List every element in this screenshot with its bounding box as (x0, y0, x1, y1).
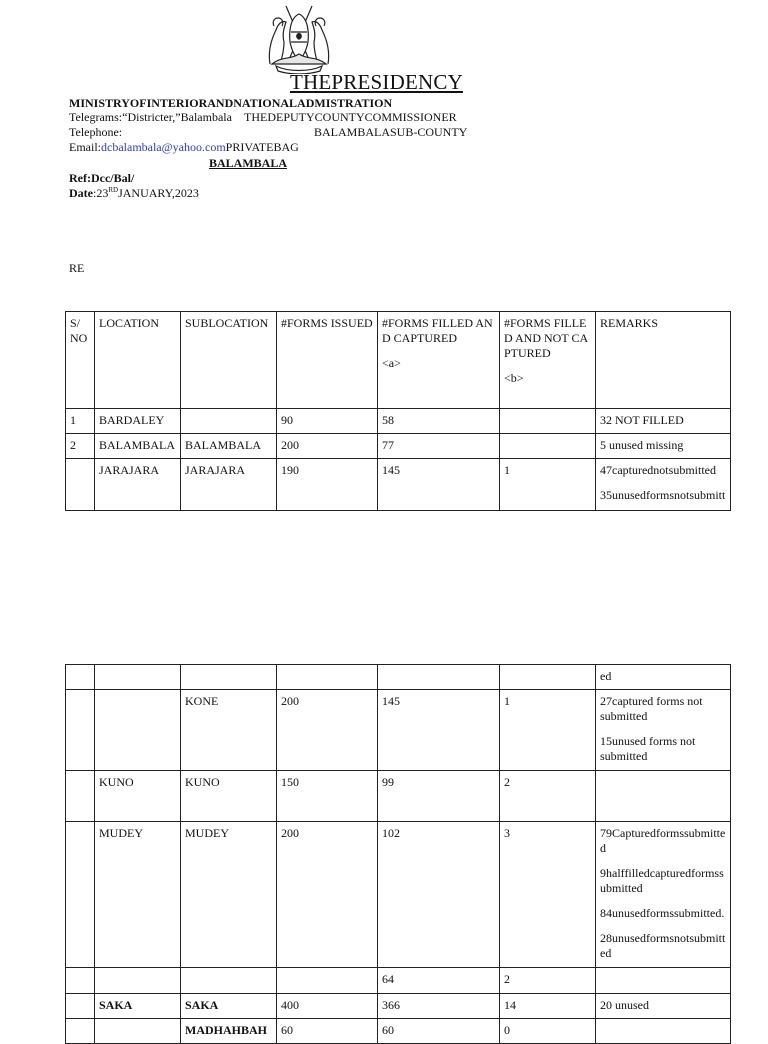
table-row (66, 409, 731, 434)
cell-remarks (596, 1019, 731, 1044)
cell-issued: 200 (277, 822, 378, 968)
town-name: BALAMBALA (209, 156, 288, 170)
cell-sno (66, 771, 95, 822)
cell-filled: 64 (378, 968, 500, 994)
cell-location: BALAMBALA (95, 434, 181, 459)
cell-issued: 190 (277, 459, 378, 511)
cell-not-captured: 2 (500, 968, 596, 994)
cell-not-captured (500, 434, 596, 459)
forms-table (65, 311, 731, 511)
cell-sno (66, 994, 95, 1019)
cell-not-captured: 14 (500, 994, 596, 1019)
cell-issued: 200 (277, 690, 378, 771)
cell-remarks: 32 NOT FILLED (596, 409, 731, 434)
cell-filled: 58 (378, 409, 500, 434)
cell-remarks (596, 459, 731, 511)
table-row (66, 690, 731, 771)
cell-location: JARAJARA (95, 459, 181, 511)
cell-issued (277, 968, 378, 994)
cell-not-captured: 1 (500, 690, 596, 771)
remark-line: 28unusedformsnotsubmitted (600, 931, 726, 960)
cell-not-captured: 0 (500, 1019, 596, 1044)
header-not-captured-label: #FORMS FILLED AND NOT CAPTURED (504, 316, 589, 360)
cell-not-captured (500, 665, 596, 690)
office-name: THEDEPUTYCOUNTYCOMMISSIONER (244, 110, 457, 124)
cell-location (95, 968, 181, 994)
cell-remarks: 20 unused (596, 994, 731, 1019)
private-bag: PRIVATEBAG (225, 140, 299, 154)
telephone-label: Telephone: (69, 125, 123, 139)
cell-remarks: 5 unused missing (596, 434, 731, 459)
cell-sno: 1 (66, 409, 95, 434)
date-day: :23 (93, 186, 109, 200)
cell-issued: 150 (277, 771, 378, 822)
table-row (66, 459, 731, 511)
ministry-name: MINISTRYOFINTERIORANDNATIONALADMISTRATION (69, 96, 393, 110)
header-sublocation: SUBLOCATION (181, 312, 277, 409)
header-forms-filled-label: #FORMS FILLED AND CAPTURED (382, 316, 493, 345)
re-label: RE (69, 261, 85, 275)
header-not-captured-code: <b> (504, 371, 524, 385)
email-link[interactable]: dcbalambala@yahoo.com (101, 140, 226, 154)
cell-location (95, 690, 181, 771)
table-row (66, 1019, 731, 1044)
cell-filled: 77 (378, 434, 500, 459)
table-row (66, 968, 731, 994)
cell-sno: 2 (66, 434, 95, 459)
header-remarks: REMARKS (596, 312, 731, 409)
header-not-captured (500, 312, 596, 409)
remark-line: 35unusedformsnotsubmitt (600, 488, 726, 502)
remark-line: 84unusedformssubmitted. (600, 906, 725, 920)
header-forms-issued: #FORMS ISSUED (277, 312, 378, 409)
cell-sublocation: MADHAHBAH (181, 1019, 277, 1044)
cell-sublocation: MUDEY (181, 822, 277, 968)
cell-issued: 400 (277, 994, 378, 1019)
date-suffix: RD (108, 186, 119, 194)
ref-label: Ref: (69, 171, 91, 185)
header-sno: S/ NO (66, 312, 95, 409)
reference-line (69, 171, 134, 186)
kenya-coat-of-arms-icon (262, 2, 336, 74)
cell-not-captured: 2 (500, 771, 596, 822)
cell-sno (66, 822, 95, 968)
date-label: Date (69, 186, 93, 200)
ref-value: Dcc/Bal/ (90, 171, 135, 185)
cell-filled: 60 (378, 1019, 500, 1044)
cell-sublocation: KONE (181, 690, 277, 771)
cell-filled: 102 (378, 822, 500, 968)
cell-location: SAKA (95, 994, 181, 1019)
table-row (66, 434, 731, 459)
header-location: LOCATION (95, 312, 181, 409)
cell-remarks (596, 771, 731, 822)
remark-line: 15unused forms not submitted (600, 734, 696, 763)
table-row (66, 771, 731, 822)
table-header-row (66, 312, 731, 409)
cell-not-captured: 1 (500, 459, 596, 511)
cell-location: BARDALEY (95, 409, 181, 434)
remark-line: 9halffilledcapturedformssubmitted (600, 866, 724, 895)
remark-line: 79Capturedformssubmitted (600, 826, 726, 855)
forms-table-continued (65, 664, 731, 1044)
cell-sno (66, 968, 95, 994)
cell-filled: 145 (378, 459, 500, 511)
cell-sublocation (181, 665, 277, 690)
header-forms-filled-code: <a> (382, 356, 401, 370)
date-line (69, 186, 199, 201)
cell-remarks: ed (596, 665, 731, 690)
table-row (66, 822, 731, 968)
cell-sno (66, 665, 95, 690)
cell-sublocation: SAKA (181, 994, 277, 1019)
cell-location: MUDEY (95, 822, 181, 968)
cell-sublocation (181, 409, 277, 434)
telegrams-line: Telegrams:“Districter,”Balambala (69, 110, 232, 124)
cell-remarks (596, 690, 731, 771)
cell-sublocation: JARAJARA (181, 459, 277, 511)
cell-issued: 60 (277, 1019, 378, 1044)
remark-line: 47capturednotsubmitted (600, 463, 716, 477)
cell-sublocation (181, 968, 277, 994)
cell-filled: 99 (378, 771, 500, 822)
cell-sublocation: KUNO (181, 771, 277, 822)
header-forms-filled (378, 312, 500, 409)
cell-issued: 200 (277, 434, 378, 459)
cell-filled: 145 (378, 690, 500, 771)
remark-line: 27captured forms not submitted (600, 694, 703, 723)
table-row (66, 665, 731, 690)
cell-not-captured (500, 409, 596, 434)
page-title: THEPRESIDENCY (290, 70, 463, 94)
date-rest: JANUARY,2023 (118, 186, 199, 200)
table-row (66, 994, 731, 1019)
email-label: Email: (69, 140, 101, 154)
cell-sublocation: BALAMBALA (181, 434, 277, 459)
cell-sno (66, 690, 95, 771)
cell-sno (66, 459, 95, 511)
cell-location: KUNO (95, 771, 181, 822)
cell-issued: 90 (277, 409, 378, 434)
cell-location (95, 1019, 181, 1044)
cell-filled (378, 665, 500, 690)
cell-remarks (596, 968, 731, 994)
cell-filled: 366 (378, 994, 500, 1019)
cell-not-captured: 3 (500, 822, 596, 968)
cell-remarks (596, 822, 731, 968)
subcounty-name: BALAMBALASUB-COUNTY (314, 125, 468, 139)
cell-sno (66, 1019, 95, 1044)
email-line (69, 140, 299, 155)
cell-issued (277, 665, 378, 690)
cell-location (95, 665, 181, 690)
